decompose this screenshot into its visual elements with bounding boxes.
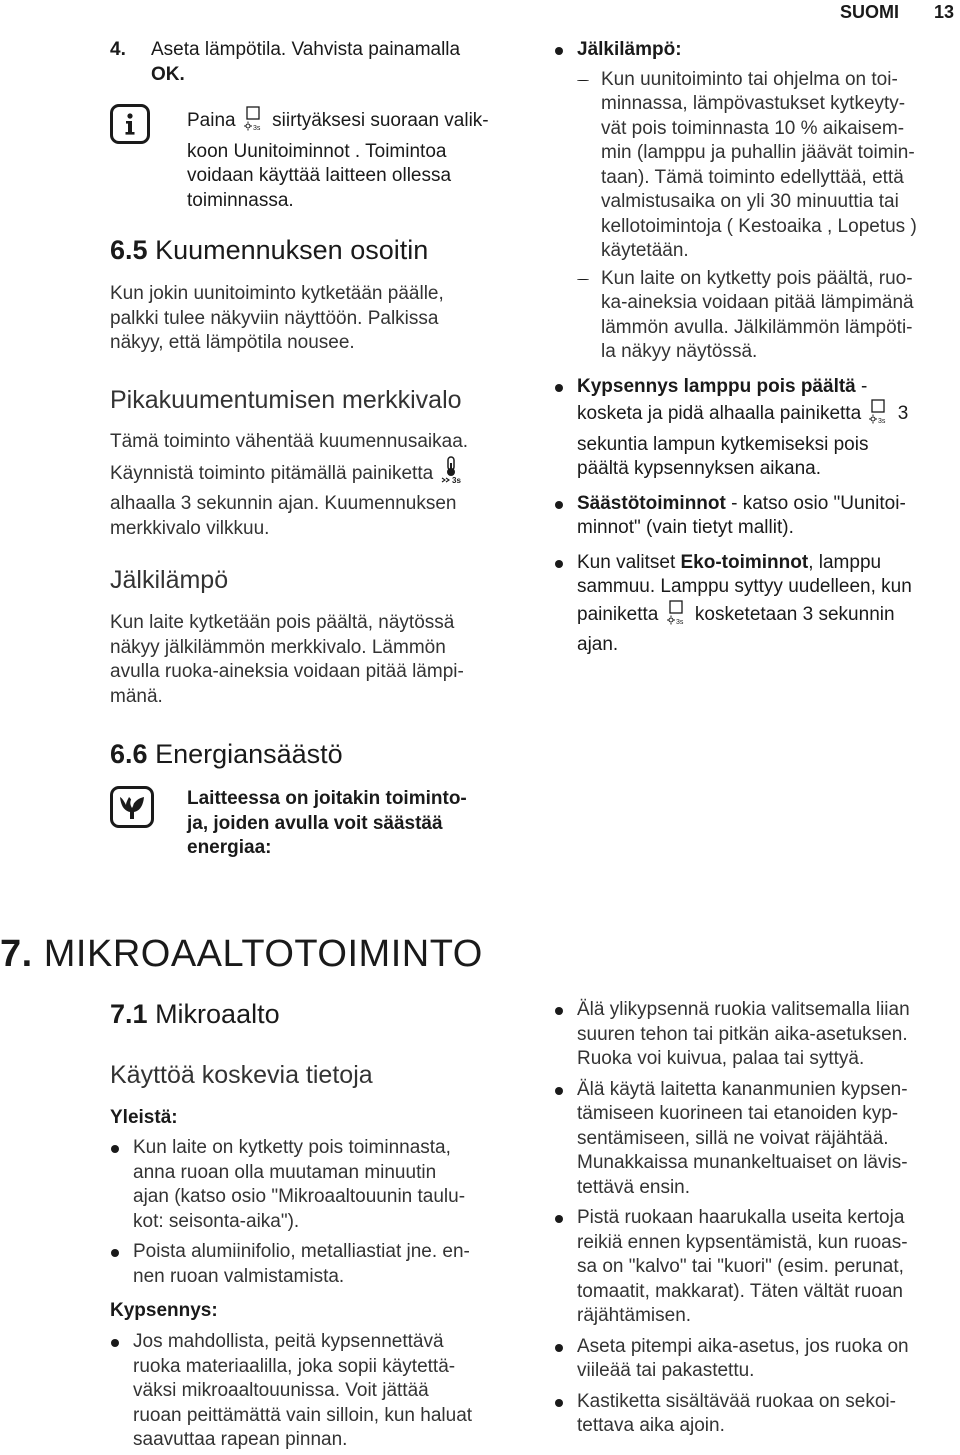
text-line: ja, joiden avulla voit säästää <box>187 812 443 834</box>
text-line: tettava aika ajoin. <box>577 1415 725 1436</box>
list-item <box>133 1240 533 1289</box>
text-line: sekuntia lampun kytkemiseksi pois <box>577 433 869 455</box>
text-line: näkyy jälkilämmön merkkivalo. Lämmön <box>110 636 446 658</box>
right-top-list <box>577 38 960 658</box>
list-item <box>133 1136 533 1234</box>
section-6-5-heading <box>110 234 428 266</box>
svg-text:3s: 3s <box>675 618 684 626</box>
text-fragment: painiketta <box>577 603 659 625</box>
step-ok-dot: . <box>179 63 185 85</box>
chapter-number: 7. <box>0 933 33 975</box>
heading-pikakuumentuminen: Pikakuumentumisen merkkivalo <box>110 386 462 414</box>
text-fragment: - katso osio "Uunitoi- <box>725 492 906 514</box>
lamp-3s-button-icon <box>664 600 690 634</box>
text-line: näkyy, että lämpötila nousee. <box>110 332 355 353</box>
chapter-7-heading <box>0 932 483 976</box>
text-line: taan). Tämä toiminto edellyttää, että <box>601 166 904 188</box>
info-text-b: siirtyäksesi suoraan valik- <box>272 110 489 131</box>
list-item <box>577 1206 960 1329</box>
info-line-4: toiminnassa. <box>187 189 294 211</box>
svg-text:3s: 3s <box>252 125 261 132</box>
text-line: Kun laite kytketään pois päältä, näytössä <box>110 612 455 633</box>
list-item <box>577 492 960 541</box>
text-line: Kun uunitoiminto tai ohjelma on toi- <box>601 68 898 90</box>
thermometer-3s-button-icon <box>438 455 468 493</box>
page-header <box>840 2 955 23</box>
section-6-6-heading <box>110 738 343 770</box>
text-line: viileää tai pakastettu. <box>577 1360 755 1381</box>
text-line: lämmön avulla. Jälkilämmön lämpöti- <box>601 316 913 338</box>
list-yleista <box>133 1136 533 1289</box>
section-title: Energiansäästö <box>155 739 343 769</box>
text-line: tettävä ensin. <box>577 1176 691 1198</box>
text-line: Ruoka voi kuivua, palaa tai syttyä. <box>577 1048 865 1069</box>
text-line: Kun jokin uunitoiminto kytketään päälle, <box>110 283 444 304</box>
text-fragment: kosketa ja pidä alhaalla painiketta <box>577 403 862 424</box>
paragraph-indicator <box>110 282 530 356</box>
text-line: alhaalla 3 sekunnin ajan. Kuumennuksen <box>110 493 457 514</box>
chapter-title: MIKROAALTOTOIMINTO <box>43 933 483 975</box>
step-ok: OK <box>151 63 180 85</box>
paragraph-pikakuumentuminen <box>110 430 530 541</box>
text-line: tomaatit, makkarat). Täten vältät ruoan <box>577 1280 903 1302</box>
right-bottom-list <box>577 998 960 1439</box>
text-line: saavuttaa rapean pinnan. <box>133 1429 348 1450</box>
list-item-title: Jälkilämpö: <box>577 39 682 60</box>
info-icon <box>110 104 150 144</box>
text-line: Älä ylikypsennä ruokia valitsemalla liian <box>577 999 910 1020</box>
list-item <box>577 998 960 1072</box>
lamp-3s-button-icon <box>866 399 892 433</box>
text-line: sammuu. Lamppu syttyy uudelleen, kun <box>577 576 912 597</box>
text-line: reikiä ennen kypsentämistä, kun ruoas- <box>577 1231 908 1253</box>
step-text: Aseta lämpötila. Vahvista painamalla <box>151 39 461 60</box>
text-line: valmistusaika on yli 30 minuuttia tai <box>601 191 899 212</box>
text-line: merkkivalo vilkkuu. <box>110 517 270 539</box>
text-line: nen ruoan valmistamista. <box>133 1265 345 1287</box>
text-line: Kastiketta sisältävää ruokaa on sekoi- <box>577 1390 896 1412</box>
text-line: sentämiseen, sillä ne voivat räjähtää. <box>577 1127 889 1149</box>
section-number: 6.6 <box>110 739 148 769</box>
eco-leaf-icon <box>110 786 154 828</box>
list-item <box>577 1390 960 1439</box>
text-line: Munakkaissa munankeltuaiset on lävis- <box>577 1152 908 1173</box>
step-4 <box>110 38 520 87</box>
svg-text:3s: 3s <box>452 475 462 485</box>
text-line: Tämä toiminto vähentää kuumennusaikaa. <box>110 431 469 452</box>
text-line: väksi mikroaaltouunissa. Voit jättää <box>133 1380 429 1401</box>
text-fragment: , lamppu <box>808 551 882 573</box>
text-line: päältä kypsennyksen aikana. <box>577 458 821 479</box>
list-item <box>133 1330 533 1453</box>
text-line: Kun laite on kytketty pois päältä, ruo- <box>601 267 913 289</box>
list-kypsennys <box>133 1330 533 1453</box>
page-number: 13 <box>934 2 955 22</box>
text-line: la näkyy näytössä. <box>601 341 758 362</box>
step-number: 4. <box>110 39 126 60</box>
text-line: ruoan peittämättä vain silloin, kun haluat <box>133 1404 473 1426</box>
eco-note <box>187 787 527 861</box>
list-item-title: Säästötoiminnot <box>577 492 726 514</box>
text-fragment: Kun valitset <box>577 551 681 573</box>
paragraph-jalkilampo <box>110 611 530 709</box>
text-line: Käynnistä toiminto pitämällä painiketta <box>110 462 434 484</box>
text-line: minnot" (vain tietyt mallit). <box>577 517 794 538</box>
text-line: mänä. <box>110 685 163 707</box>
subheading-yleista: Yleistä: <box>110 1107 178 1128</box>
info-text-a: Paina <box>187 110 236 131</box>
text-line: kot: seisonta-aika"). <box>133 1210 300 1232</box>
list-item <box>577 375 960 482</box>
text-line: suuren tehon tai pitkän aika-asetuksen. <box>577 1023 908 1045</box>
subheading-kypsennys: Kypsennys: <box>110 1300 218 1321</box>
text-line: tämiseen kuorineen tai etanoiden kyp- <box>577 1103 899 1124</box>
text-line: Laitteessa on joitakin toiminto- <box>187 788 467 809</box>
heading-jalkilampo: Jälkilämpö <box>110 566 229 594</box>
text-line: käytetään. <box>601 240 689 261</box>
section-number: 7.1 <box>110 999 148 1029</box>
svg-text:3s: 3s <box>878 418 886 425</box>
text-line: Jos mahdollista, peitä kypsennettävä <box>133 1331 444 1352</box>
text-line: Poista alumiinifolio, metalliastiat jne. en- <box>133 1241 470 1262</box>
section-7-1-heading <box>110 998 280 1030</box>
heading-kaytto: Käyttöä koskevia tietoja <box>110 1061 373 1089</box>
text-fragment: kosketetaan 3 sekunnin <box>694 603 895 625</box>
info-line-2: koon Uunitoiminnot . Toimintoa <box>187 140 447 162</box>
text-line: Pistä ruokaan haarukalla useita kertoja <box>577 1207 905 1228</box>
text-line: ka-aineksia voidaan pitää lämpimänä <box>601 292 914 313</box>
section-title: Mikroaalto <box>155 999 280 1029</box>
text-line: Älä käytä laitetta kananmunien kypsen- <box>577 1078 908 1100</box>
text-line: Kun laite on kytketty pois toiminnasta, <box>133 1137 451 1158</box>
text-line: anna ruoan olla muutaman minuutin <box>133 1161 437 1183</box>
text-line: palkki tulee näkyviin näyttöön. Palkissa <box>110 307 439 329</box>
text-fragment: 3 <box>897 403 909 424</box>
text-line: sa on "kalvo" tai "kuori" (esim. perunat, <box>577 1256 904 1277</box>
list-item <box>577 38 960 365</box>
language-label: SUOMI <box>840 2 900 22</box>
text-fragment: - <box>855 375 868 397</box>
text-line: räjähtämisen. <box>577 1305 692 1326</box>
info-line-3: voidaan käyttää laitteen ollessa <box>187 165 452 186</box>
text-fragment: Eko-toiminnot <box>680 551 809 573</box>
text-line: ajan (katso osio "Mikroaaltouunin taulu- <box>133 1186 466 1207</box>
list-item-title: Kypsennys lamppu pois päältä <box>577 375 856 397</box>
sub-list-item <box>601 267 960 365</box>
sub-list-item <box>601 68 960 264</box>
list-item <box>577 1078 960 1201</box>
text-line: Aseta pitempi aika-asetus, jos ruoka on <box>577 1335 909 1357</box>
text-line: kellotoimintoja ( Kestoaika , Lopetus ) <box>601 215 917 237</box>
list-item <box>577 551 960 658</box>
list-item <box>577 1335 960 1384</box>
text-line: ajan. <box>577 634 619 655</box>
text-line: ruoka materiaalilla, joka sopii käytettä- <box>133 1355 456 1377</box>
text-line: min (lamppu ja puhallin jäävät toimin- <box>601 142 915 163</box>
text-line: vät pois toiminnasta 10 % aikaisem- <box>601 117 905 139</box>
info-note <box>187 106 517 213</box>
section-title: Kuumennuksen osoitin <box>155 235 429 265</box>
text-line: energiaa: <box>187 837 272 858</box>
text-line: avulla ruoka-aineksia voidaan pitää lämpi- <box>110 661 464 682</box>
lamp-3s-button-icon <box>241 106 267 140</box>
text-line: minnassa, lämpövastukset kytkeyty- <box>601 93 906 114</box>
section-number: 6.5 <box>110 235 148 265</box>
